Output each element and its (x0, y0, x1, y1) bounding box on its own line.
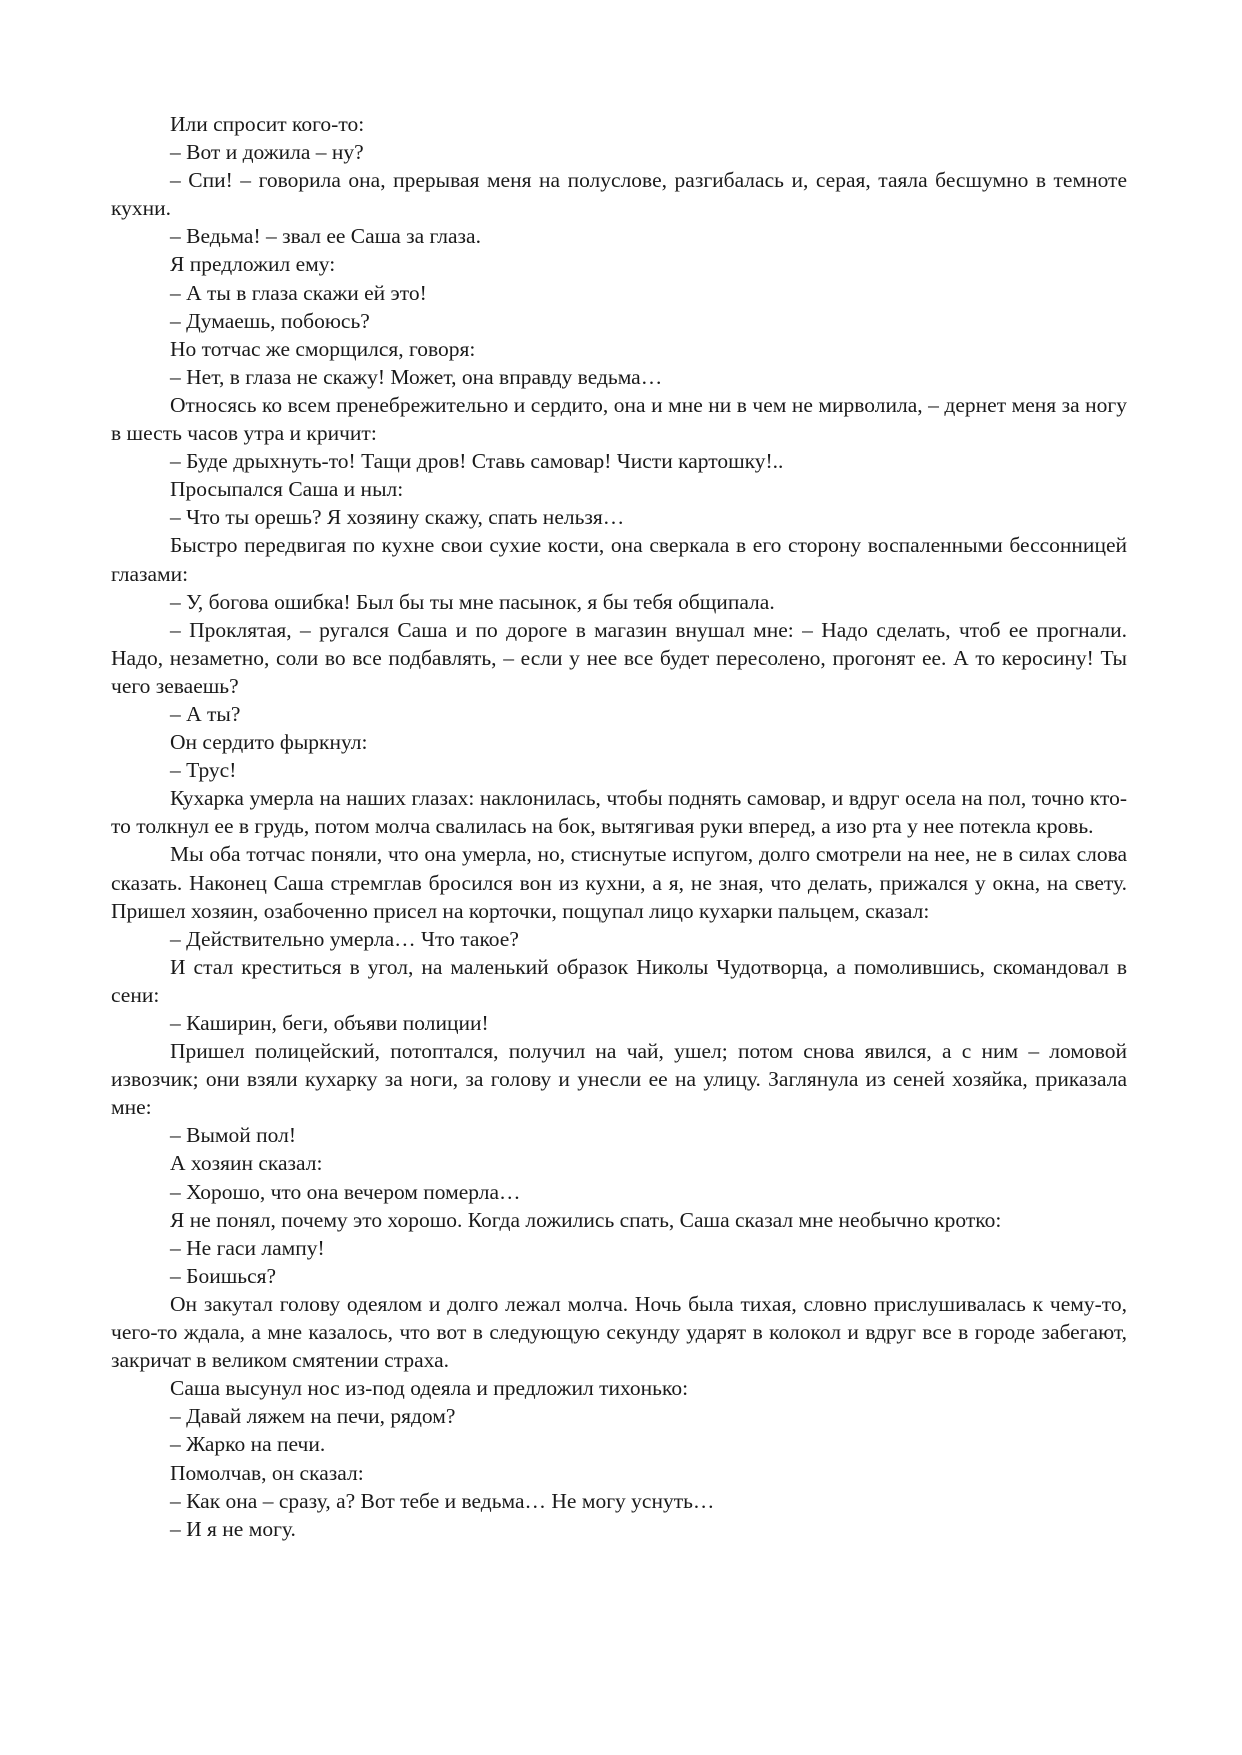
paragraph: Или спросит кого-то: (170, 112, 365, 136)
paragraph: Он закутал голову одеялом и долго лежал молча. Ночь была тихая, словно прислушивалась к чему-то, чего-то ждала, а мне казалось, что вот в следующую секунду ударят в колокол и вдруг все в городе забегают, закричат в великом смятении страха. (111, 1291, 1127, 1373)
paragraph: – Нет, в глаза не скажу! Может, она вправду ведьма… (170, 364, 663, 389)
paragraph: – Хорошо, что она вечером померла… (170, 1179, 521, 1204)
paragraph: – Вот и дожила – ну? (170, 140, 364, 165)
paragraph: – Думаешь, побоюсь? (170, 308, 370, 333)
paragraph: Мы оба тотчас поняли, что она умерла, но, стиснутые испугом, долго смотрели на нее, не в силах слова сказать. Наконец Саша стремглав бросился вон из кухни, а я, не зная, что делать, прижался у окна, на свету. Пришел хозяин, озабоченно присел на корточки, пощупал лицо кухарки пальцем, сказал: (111, 842, 1127, 923)
paragraph: Кухарка умерла на наших глазах: наклонилась, чтобы поднять самовар, и вдруг осела на пол, точно кто-то толкнул ее в грудь, потом молча свалилась на бок, вытягивая руки вперед, а изо рта у нее потекла кровь. (111, 786, 1127, 839)
paragraph: – Действительно умерла… Что такое? (170, 926, 519, 951)
paragraph: – У, богова ошибка! Был бы ты мне пасынок, я бы тебя общипала. (170, 589, 775, 614)
paragraph: – И я не могу. (170, 1516, 296, 1541)
paragraph: Я предложил ему: (170, 252, 336, 277)
paragraph: – Как она – сразу, а? Вот тебе и ведьма… Не могу уснуть… (170, 1488, 715, 1513)
paragraph: Саша высунул нос из-под одеяла и предложил тихонько: (170, 1376, 689, 1401)
paragraph: Я не понял, почему это хорошо. Когда ложились спать, Саша сказал мне необычно кротко: (170, 1207, 1002, 1232)
paragraph: Он сердито фыркнул: (170, 730, 368, 755)
paragraph: – Боишься? (170, 1263, 277, 1288)
paragraph: А хозяин сказал: (170, 1151, 323, 1176)
paragraph: – Трус! (170, 758, 237, 783)
paragraph: – А ты? (170, 701, 241, 726)
paragraph: Но тотчас же сморщился, говоря: (170, 336, 476, 361)
paragraph: – Каширин, беги, объяви полиции! (170, 1011, 489, 1035)
paragraph: – Ведьма! – звал ее Саша за глаза. (170, 224, 481, 249)
paragraph: Помолчав, он сказал: (170, 1460, 364, 1485)
paragraph: И стал креститься в угол, на маленький образок Николы Чудотворца, а помолившись, скомандовал в сени: (111, 954, 1127, 1007)
paragraph: – Вымой пол! (170, 1123, 297, 1148)
paragraph: Просыпался Саша и ныл: (170, 477, 404, 502)
paragraph: – Буде дрыхнуть-то! Тащи дров! Ставь самовар! Чисти картошку!.. (170, 449, 784, 474)
paragraph: – Проклятая, – ругался Саша и по дороге в магазин внушал мне: – Надо сделать, чтоб ее прогнали. Надо, незаметно, соли во все подбавлять, – если у нее все будет пересолено, прогонят ее. А то керосину! Ты чего зеваешь? (111, 617, 1127, 698)
document-page (111, 110, 1127, 1543)
paragraph: – Жарко на печи. (170, 1432, 326, 1457)
paragraph: – Спи! – говорила она, прерывая меня на полуслове, разгибалась и, серая, таяла бесшумно в темноте кухни. (111, 168, 1127, 221)
paragraph: – Не гаси лампу! (170, 1235, 325, 1260)
paragraph: Пришел полицейский, потоптался, получил на чай, ушел; потом снова явился, а с ним – ломовой извозчик; они взяли кухарку за ноги, за голову и унесли ее на улицу. Заглянула из сеней хозяйка, приказала мне: (111, 1039, 1127, 1120)
paragraph: – Давай ляжем на печи, рядом? (170, 1404, 456, 1429)
paragraph: – А ты в глаза скажи ей это! (170, 280, 427, 305)
paragraph: Быстро передвигая по кухне свои сухие кости, она сверкала в его сторону воспаленными бессонницей глазами: (111, 533, 1127, 586)
paragraph: Относясь ко всем пренебрежительно и сердито, она и мне ни в чем не мирволила, – дернет меня за ногу в шесть часов утра и кричит: (111, 392, 1127, 446)
paragraph: – Что ты орешь? Я хозяину скажу, спать нельзя… (170, 505, 625, 530)
